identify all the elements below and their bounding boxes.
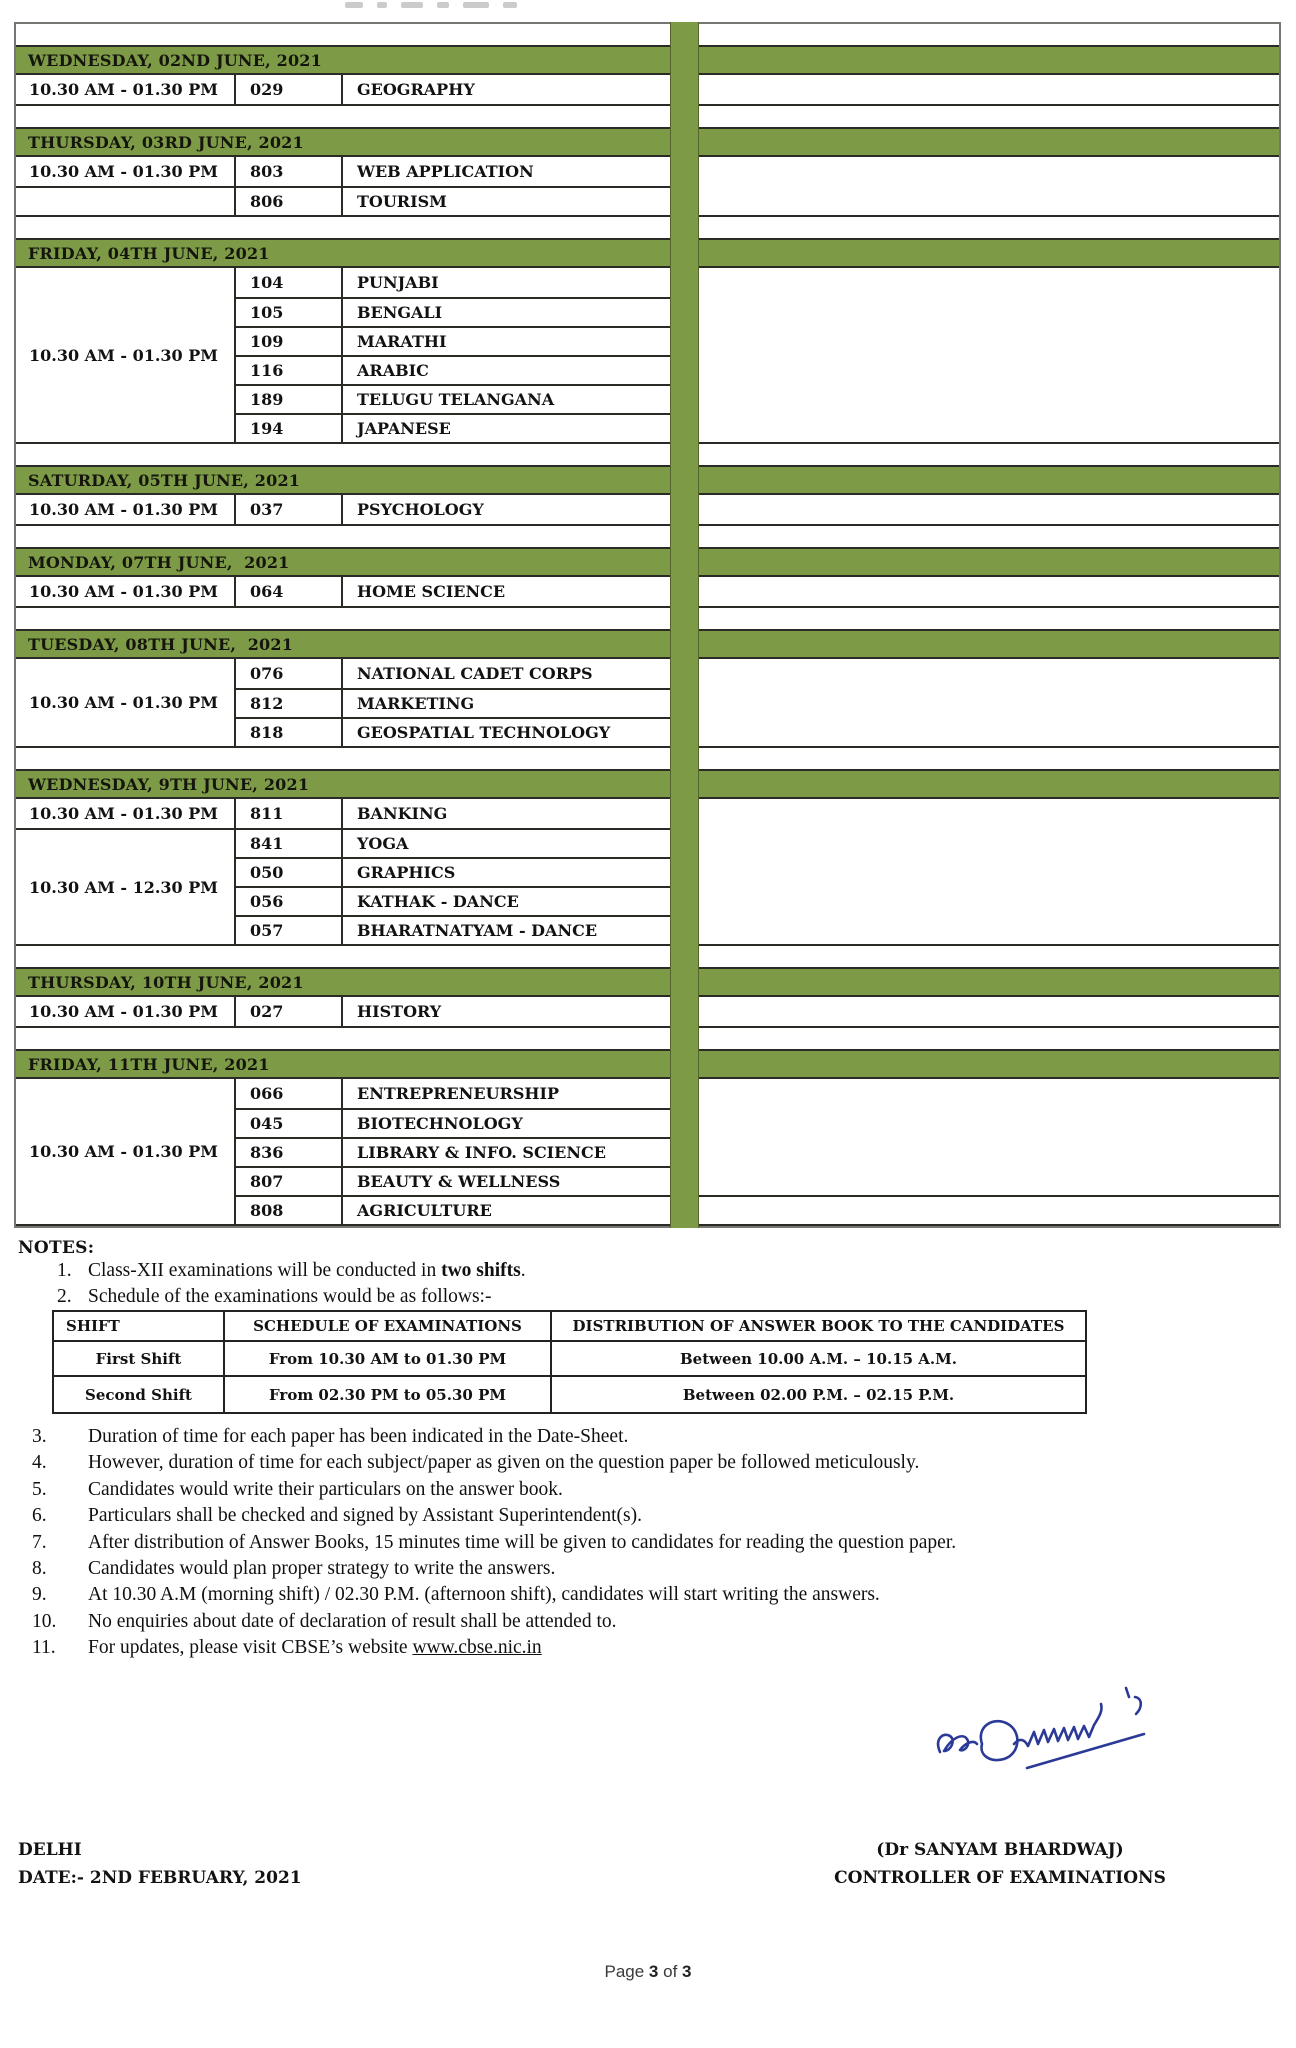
subject-name: TELUGU TELANGANA bbox=[357, 390, 555, 409]
subject-row bbox=[236, 659, 670, 688]
subject-row bbox=[236, 355, 670, 384]
section-body bbox=[16, 997, 670, 1028]
note-text bbox=[88, 1582, 880, 1608]
subject-name: BANKING bbox=[357, 804, 448, 823]
time-cell: 10.30 AM - 01.30 PM bbox=[29, 500, 218, 519]
section-body bbox=[16, 157, 670, 217]
answer-cell bbox=[697, 659, 1279, 746]
date-header: THURSDAY, 03RD JUNE, 2021 bbox=[16, 127, 670, 157]
answer-cell bbox=[697, 997, 1279, 1026]
subject-code: 836 bbox=[236, 1139, 343, 1166]
answer-section bbox=[697, 577, 1279, 608]
note-text bbox=[88, 1635, 542, 1661]
note-text-segment: . bbox=[520, 1260, 526, 1281]
note-item bbox=[32, 1582, 956, 1608]
date-header-extension bbox=[697, 547, 1279, 577]
spacer-row bbox=[16, 526, 670, 547]
spacer-row bbox=[697, 1028, 1279, 1049]
shift-table-cell: Between 10.00 A.M. – 10.15 A.M. bbox=[552, 1342, 1085, 1377]
table-right bbox=[697, 24, 1279, 1226]
subject-name: BHARATNATYAM - DANCE bbox=[357, 921, 598, 940]
note-text-segment: two shifts bbox=[441, 1260, 521, 1281]
note-text-segment: Candidates would plan proper strategy to write the answers. bbox=[88, 1558, 556, 1580]
subject-code: 076 bbox=[236, 659, 343, 688]
subject-name: HISTORY bbox=[357, 1002, 442, 1021]
signatory-title: CONTROLLER OF EXAMINATIONS bbox=[834, 1868, 1166, 1888]
spacer-row bbox=[16, 444, 670, 465]
time-column bbox=[16, 268, 236, 442]
spacer-row bbox=[16, 1028, 670, 1049]
note-item bbox=[32, 1424, 956, 1450]
subject-code: 194 bbox=[236, 415, 343, 442]
page-footer bbox=[0, 1962, 1296, 1982]
note-text bbox=[88, 1450, 919, 1476]
note-number: 10. bbox=[32, 1610, 57, 1632]
time-column bbox=[16, 157, 236, 215]
date-header: SATURDAY, 05TH JUNE, 2021 bbox=[16, 465, 670, 495]
time-cell: 10.30 AM - 01.30 PM bbox=[29, 80, 218, 99]
subject-name: JAPANESE bbox=[357, 419, 451, 438]
footer-page-total: 3 bbox=[682, 1962, 692, 1981]
subject-name: ENTREPRENEURSHIP bbox=[357, 1084, 559, 1103]
subject-code: 803 bbox=[236, 157, 343, 186]
footer-page-label: Page bbox=[604, 1962, 645, 1981]
spacer-row bbox=[697, 24, 1279, 45]
section-body bbox=[16, 495, 670, 526]
subject-name: ARABIC bbox=[357, 361, 429, 380]
time-column bbox=[16, 659, 236, 746]
spacer-row bbox=[697, 946, 1279, 967]
subject-name: BENGALI bbox=[357, 303, 443, 322]
date-header-extension bbox=[697, 127, 1279, 157]
subject-row bbox=[236, 688, 670, 717]
time-cell: 10.30 AM - 01.30 PM bbox=[29, 582, 218, 601]
shift-table-cell: Between 02.00 P.M. – 02.15 P.M. bbox=[682, 1385, 955, 1404]
subject-row bbox=[236, 186, 670, 215]
date-header: THURSDAY, 10TH JUNE, 2021 bbox=[16, 967, 670, 997]
subject-rows bbox=[236, 997, 670, 1026]
subject-name: MARATHI bbox=[357, 332, 447, 351]
subject-name: LIBRARY & INFO. SCIENCE bbox=[357, 1143, 606, 1162]
subject-code: 807 bbox=[236, 1168, 343, 1195]
answer-cell bbox=[697, 1079, 1279, 1195]
spacer-row bbox=[16, 946, 670, 967]
answer-cell bbox=[697, 75, 1279, 104]
note-text bbox=[88, 1503, 642, 1529]
note-text-segment: Class-XII examinations will be conducted in bbox=[88, 1260, 442, 1281]
subject-code: 027 bbox=[236, 997, 343, 1026]
signoff-place-date bbox=[18, 1836, 302, 1892]
answer-section bbox=[697, 799, 1279, 946]
subject-rows bbox=[236, 577, 670, 606]
answer-section bbox=[697, 1079, 1279, 1226]
answer-section bbox=[697, 157, 1279, 217]
subject-row bbox=[236, 886, 670, 915]
subject-rows bbox=[236, 75, 670, 104]
time-cell: 10.30 AM - 01.30 PM bbox=[29, 162, 218, 181]
note-text-segment: Duration of time for each paper has been indicated in the Date-Sheet. bbox=[88, 1426, 629, 1447]
subject-name: BEAUTY & WELLNESS bbox=[357, 1172, 561, 1191]
note-text bbox=[88, 1258, 526, 1284]
spacer-row bbox=[697, 526, 1279, 547]
date-header: TUESDAY, 08TH JUNE, 2021 bbox=[16, 629, 670, 659]
note-number: 11. bbox=[32, 1637, 56, 1659]
subject-row bbox=[236, 1079, 670, 1108]
answer-section bbox=[697, 75, 1279, 106]
spacer-row bbox=[16, 608, 670, 629]
time-column bbox=[16, 1079, 236, 1224]
spacer-row bbox=[16, 24, 670, 45]
subject-name: GEOSPATIAL TECHNOLOGY bbox=[357, 723, 611, 742]
subject-name: BIOTECHNOLOGY bbox=[357, 1114, 523, 1133]
subject-name: AGRICULTURE bbox=[357, 1201, 492, 1220]
note-text-segment: Candidates would write their particulars on the answer book. bbox=[88, 1478, 563, 1500]
subject-rows bbox=[236, 495, 670, 524]
notes-list-bottom bbox=[32, 1424, 956, 1662]
answer-cell bbox=[697, 577, 1279, 606]
date-header-extension bbox=[697, 45, 1279, 75]
time-cell: 10.30 AM - 01.30 PM bbox=[29, 804, 218, 823]
note-number: 1. bbox=[57, 1260, 72, 1281]
time-cell: 10.30 AM - 01.30 PM bbox=[29, 1142, 218, 1161]
note-item bbox=[32, 1503, 956, 1529]
note-item bbox=[32, 1556, 956, 1582]
date-header-extension bbox=[697, 967, 1279, 997]
date-header-extension bbox=[697, 1049, 1279, 1079]
answer-cell bbox=[697, 157, 1279, 215]
time-column bbox=[16, 799, 236, 944]
shift-table-header: DISTRIBUTION OF ANSWER BOOK TO THE CANDIDATES bbox=[552, 1312, 1085, 1342]
note-number: 4. bbox=[32, 1452, 47, 1474]
date-header: FRIDAY, 11TH JUNE, 2021 bbox=[16, 1049, 670, 1079]
answer-cell bbox=[697, 799, 1279, 944]
note-item bbox=[57, 1258, 526, 1284]
subject-row bbox=[236, 997, 670, 1026]
subject-code: 812 bbox=[236, 690, 343, 717]
shift-table-cell: First Shift bbox=[54, 1342, 225, 1377]
subject-row bbox=[236, 1108, 670, 1137]
subject-row bbox=[236, 577, 670, 606]
subject-code: 066 bbox=[236, 1079, 343, 1108]
subject-code: 037 bbox=[236, 495, 343, 524]
subject-name: WEB APPLICATION bbox=[357, 162, 534, 181]
subject-row bbox=[236, 413, 670, 442]
table-left bbox=[16, 24, 670, 1226]
date-header-extension bbox=[697, 629, 1279, 659]
note-number: 5. bbox=[32, 1478, 47, 1500]
section-body bbox=[16, 799, 670, 946]
answer-section bbox=[697, 659, 1279, 748]
exam-schedule-table bbox=[14, 22, 1281, 1228]
subject-name: PSYCHOLOGY bbox=[357, 500, 484, 519]
subject-code: 818 bbox=[236, 719, 343, 746]
subject-name: KATHAK - DANCE bbox=[357, 892, 519, 911]
signatory-name: (Dr SANYAM BHARDWAJ) bbox=[876, 1840, 1124, 1860]
note-text bbox=[88, 1424, 628, 1450]
green-divider-strip bbox=[670, 22, 699, 1228]
subject-row bbox=[236, 717, 670, 746]
subject-row bbox=[236, 384, 670, 413]
subject-code: 064 bbox=[236, 577, 343, 606]
subject-code: 806 bbox=[236, 188, 343, 215]
date-header: WEDNESDAY, 9TH JUNE, 2021 bbox=[16, 769, 670, 799]
time-column bbox=[16, 75, 236, 104]
subject-code: 105 bbox=[236, 299, 343, 326]
note-item bbox=[32, 1450, 956, 1476]
shift-table-cell: Second Shift bbox=[54, 1377, 225, 1412]
subject-row bbox=[236, 326, 670, 355]
notes-list-top bbox=[57, 1258, 526, 1311]
note-text-segment: Schedule of the examinations would be as follows:- bbox=[88, 1286, 492, 1308]
time-cell bbox=[16, 186, 234, 215]
spacer-row bbox=[697, 217, 1279, 238]
note-item bbox=[32, 1530, 956, 1556]
subject-rows bbox=[236, 799, 670, 944]
spacer-row bbox=[16, 748, 670, 769]
date-header: WEDNESDAY, 02ND JUNE, 2021 bbox=[16, 45, 670, 75]
section-body bbox=[16, 577, 670, 608]
note-text bbox=[88, 1284, 491, 1310]
subject-row bbox=[236, 495, 670, 524]
subject-name: GEOGRAPHY bbox=[357, 80, 475, 99]
subject-name: NATIONAL CADET CORPS bbox=[357, 664, 593, 683]
subject-rows bbox=[236, 157, 670, 215]
note-number: 8. bbox=[32, 1558, 47, 1580]
section-body bbox=[16, 268, 670, 444]
note-text-segment: At 10.30 A.M (morning shift) / 02.30 P.M. (afternoon shift), candidates will start writing the answers. bbox=[88, 1584, 880, 1606]
subject-row bbox=[236, 1137, 670, 1166]
signoff-place: DELHI bbox=[18, 1840, 82, 1860]
date-header: MONDAY, 07TH JUNE, 2021 bbox=[16, 547, 670, 577]
notes-heading: NOTES: bbox=[18, 1238, 95, 1258]
subject-row bbox=[236, 828, 670, 857]
spacer-row bbox=[697, 106, 1279, 127]
scan-artifact bbox=[345, 2, 517, 8]
note-text-segment: However, duration of time for each subject/paper as given on the question paper be followed meticulously. bbox=[88, 1452, 920, 1474]
subject-name: MARKETING bbox=[357, 694, 475, 713]
note-number: 7. bbox=[32, 1531, 47, 1553]
subject-code: 104 bbox=[236, 268, 343, 297]
date-header-extension bbox=[697, 465, 1279, 495]
note-text-segment: No enquiries about date of declaration of result shall be attended to. bbox=[88, 1610, 617, 1632]
subject-name: TOURISM bbox=[357, 192, 447, 211]
time-cell: 10.30 AM - 12.30 PM bbox=[16, 828, 234, 944]
subject-name: YOGA bbox=[357, 834, 409, 853]
date-header-extension bbox=[697, 238, 1279, 268]
subject-row bbox=[236, 157, 670, 186]
subject-code: 057 bbox=[236, 917, 343, 944]
note-number: 9. bbox=[32, 1584, 47, 1606]
date-header-extension bbox=[697, 769, 1279, 799]
note-text bbox=[88, 1477, 563, 1503]
note-text-segment: For updates, please visit CBSE’s website bbox=[88, 1637, 413, 1659]
date-header: FRIDAY, 04TH JUNE, 2021 bbox=[16, 238, 670, 268]
shift-table-header: SCHEDULE OF EXAMINATIONS bbox=[225, 1312, 552, 1342]
time-cell: 10.30 AM - 01.30 PM bbox=[29, 1002, 218, 1021]
subject-code: 189 bbox=[236, 386, 343, 413]
footer-of-label: of bbox=[663, 1962, 678, 1981]
shift-schedule-table bbox=[52, 1310, 1087, 1414]
time-column bbox=[16, 997, 236, 1026]
subject-code: 056 bbox=[236, 888, 343, 915]
signoff-date: DATE:- 2ND FEBRUARY, 2021 bbox=[18, 1868, 302, 1888]
note-number: 3. bbox=[32, 1426, 47, 1447]
answer-section bbox=[697, 495, 1279, 526]
note-item bbox=[32, 1477, 956, 1503]
subject-code: 029 bbox=[236, 75, 343, 104]
subject-code: 050 bbox=[236, 859, 343, 886]
website-link[interactable]: www.cbse.nic.in bbox=[412, 1637, 542, 1659]
spacer-row bbox=[697, 748, 1279, 769]
shift-table-cell: From 10.30 AM to 01.30 PM bbox=[225, 1342, 552, 1377]
footer-page-number: 3 bbox=[648, 1962, 659, 1981]
time-column bbox=[16, 577, 236, 606]
answer-section bbox=[697, 997, 1279, 1028]
answer-cell bbox=[697, 268, 1279, 442]
time-cell: 10.30 AM - 01.30 PM bbox=[29, 693, 218, 712]
subject-code: 841 bbox=[236, 830, 343, 857]
subject-code: 045 bbox=[236, 1110, 343, 1137]
subject-row bbox=[236, 857, 670, 886]
spacer-row bbox=[16, 217, 670, 238]
note-text bbox=[88, 1530, 956, 1556]
subject-row bbox=[236, 1166, 670, 1195]
subject-rows bbox=[236, 268, 670, 442]
spacer-row bbox=[697, 608, 1279, 629]
subject-name: PUNJABI bbox=[357, 273, 439, 292]
answer-cell bbox=[697, 1195, 1279, 1224]
subject-code: 116 bbox=[236, 357, 343, 384]
subject-row bbox=[236, 799, 670, 828]
subject-row bbox=[236, 915, 670, 944]
spacer-row bbox=[16, 106, 670, 127]
subject-code: 808 bbox=[236, 1197, 343, 1224]
note-item bbox=[32, 1635, 956, 1661]
time-cell: 10.30 AM - 01.30 PM bbox=[29, 345, 218, 365]
spacer-row bbox=[697, 444, 1279, 465]
note-number: 2. bbox=[57, 1286, 72, 1308]
answer-cell bbox=[697, 495, 1279, 524]
answer-section bbox=[697, 268, 1279, 444]
subject-rows bbox=[236, 1079, 670, 1224]
subject-name: HOME SCIENCE bbox=[357, 582, 506, 601]
subject-row bbox=[236, 1195, 670, 1224]
note-text-segment: After distribution of Answer Books, 15 minutes time will be given to candidates for reading the question paper. bbox=[88, 1531, 957, 1553]
time-column bbox=[16, 495, 236, 524]
note-number: 6. bbox=[32, 1505, 47, 1527]
subject-code: 811 bbox=[236, 799, 343, 828]
subject-row bbox=[236, 75, 670, 104]
subject-row bbox=[236, 297, 670, 326]
note-text bbox=[88, 1556, 555, 1582]
subject-code: 109 bbox=[236, 328, 343, 355]
subject-rows bbox=[236, 659, 670, 746]
section-body bbox=[16, 75, 670, 106]
note-item bbox=[57, 1284, 526, 1310]
subject-name: GRAPHICS bbox=[357, 863, 456, 882]
note-item bbox=[32, 1609, 956, 1635]
section-body bbox=[16, 659, 670, 748]
subject-row bbox=[236, 268, 670, 297]
section-body bbox=[16, 1079, 670, 1226]
shift-table-header: SHIFT bbox=[54, 1312, 225, 1342]
signature-image bbox=[930, 1682, 1175, 1797]
shift-table-cell: From 02.30 PM to 05.30 PM bbox=[225, 1377, 552, 1412]
note-text bbox=[88, 1609, 617, 1635]
signoff-signatory bbox=[785, 1836, 1215, 1892]
note-text-segment: Particulars shall be checked and signed by Assistant Superintendent(s). bbox=[88, 1505, 642, 1527]
